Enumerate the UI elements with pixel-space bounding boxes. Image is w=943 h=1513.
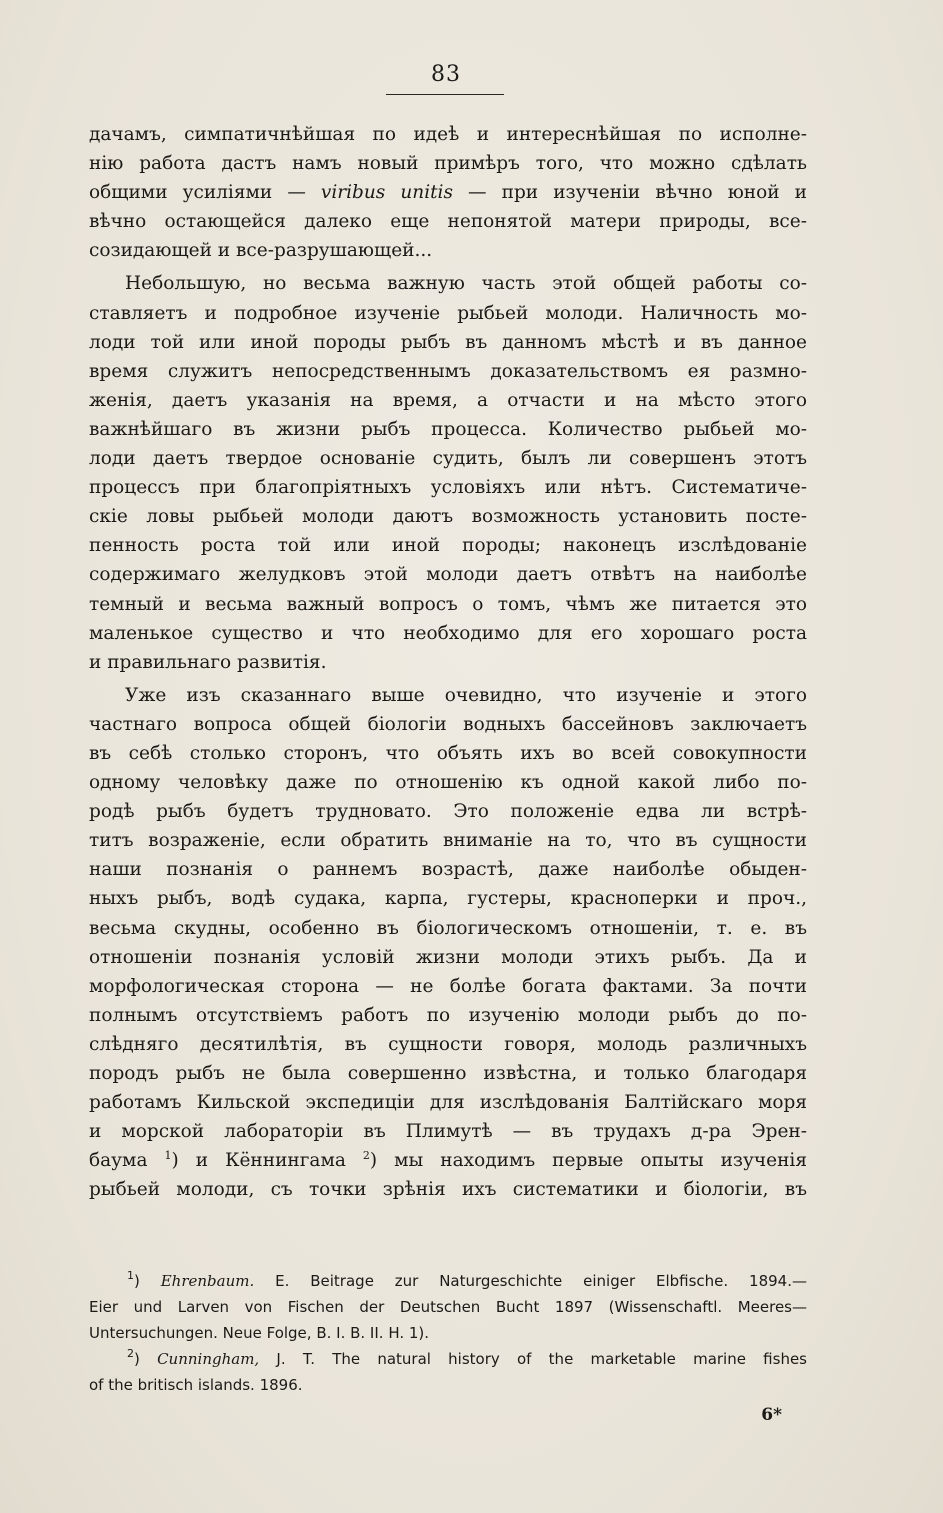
text-line: породъ рыбъ не была совершенно извѣстна, и только благодаря — [89, 1063, 807, 1084]
paragraph-2 — [89, 269, 807, 676]
footnote-ref-1: 1 — [164, 1149, 172, 1163]
text-line: женія, даетъ указанія на время, а отчасти и на мѣсто этого — [89, 389, 807, 411]
text-line: процессъ при благопріятныхъ условіяхъ или нѣтъ. Систематиче- — [89, 477, 807, 499]
text-line: созидающей и все-разрушающей... — [89, 240, 433, 262]
text-line: работамъ Кильской экспедиціи для изслѣдованія Балтійскаго моря — [89, 1092, 807, 1114]
text-line: полнымъ отсутствіемъ работъ по изученію молоди рыбъ до по- — [89, 1004, 807, 1026]
text-line: скіе ловы рыбьей молоди даютъ возможность установить посте- — [89, 506, 807, 528]
paragraph-3 — [89, 681, 807, 1205]
text-line: титъ возраженіе, если обратить вниманіе на то, что въ сущности — [89, 830, 807, 852]
footnote-author: Ehrenbaum. — [160, 1272, 255, 1290]
footnotes — [89, 1268, 807, 1398]
text-line: темный и весьма важный вопросъ о томъ, чѣмъ же питается это — [89, 593, 807, 615]
text-line: частнаго вопроса общей біологіи водныхъ бассейновъ заключаетъ — [89, 713, 807, 735]
footnote-ref-2: 2 — [362, 1149, 370, 1163]
text-line: баума $^1$) и Кённингама $^2$) мы находимъ первые опыты изученія — [89, 1149, 807, 1172]
text-line: пенность роста той или иной породы; наконецъ изслѣдованіе — [89, 535, 807, 557]
text-line: слѣдняго десятилѣтія, въ сущности говоря, молодь различныхъ — [89, 1033, 807, 1055]
text-line: лоди той или иной породы рыбъ въ данномъ мѣстѣ и въ данное — [89, 331, 807, 353]
text-line: ставляетъ и подробное изученіе рыбьей молоди. Наличность мо- — [89, 302, 807, 324]
text-line: одному человѣку даже по отношенію къ одной какой либо по- — [89, 772, 807, 794]
text-line: отношеніи познанія условій жизни молоди этихъ рыбъ. Да и — [89, 946, 807, 968]
footnote-line: $^1$) Ehrenbaum. E. Beitrage zur Naturgeschichte einiger Elbfische. 1894.— — [127, 1269, 807, 1290]
latin-phrase: viribus unitis — [320, 182, 453, 204]
footnote-line: of the britisch islands. 1896. — [89, 1376, 303, 1394]
footnote-author: Cunningham, — [157, 1350, 260, 1368]
paragraph-1 — [89, 120, 807, 265]
main-text — [89, 120, 807, 1204]
header-rule — [386, 94, 504, 95]
text-line: и правильнаго развитія. — [89, 651, 327, 673]
text-line: наши познанія о раннемъ возрастѣ, даже наиболѣе обыден- — [89, 859, 807, 881]
text-line: морфологическая сторона — не болѣе богата фактами. За почти — [89, 975, 807, 997]
text-line: весьма скудны, особенно въ біологическомъ отношеніи, т. е. въ — [89, 917, 807, 939]
footnote-marker: 1 — [127, 1269, 134, 1282]
text-line: ныхъ рыбъ, водѣ судака, карпа, густеры, красноперки и проч., — [89, 888, 807, 910]
text-line: родѣ рыбъ будетъ трудновато. Это положеніе едва ли встрѣ- — [89, 801, 807, 823]
footnote-line: Untersuchungen. Neue Folge, B. I. B. II. H. 1). — [89, 1324, 430, 1342]
text-line: нію работа дастъ намъ новый примѣръ того, что можно сдѣлать — [89, 153, 807, 175]
text-line: лоди даетъ твердое основаніе судить, былъ ли совершенъ этотъ — [89, 448, 807, 470]
text-line: Небольшую, но весьма важную часть этой общей работы со- — [125, 273, 807, 295]
text-line: дачамъ, симпатичнѣйшая по идеѣ и интереснѣйшая по исполне- — [89, 124, 807, 145]
text-line: время служитъ непосредственнымъ доказательствомъ ея размно- — [89, 360, 807, 382]
text-line: и морской лабораторіи въ Плимутѣ — въ трудахъ д-ра Эрен- — [89, 1121, 807, 1143]
page-number: 83 — [431, 62, 461, 87]
text-line: содержимаго желудковъ этой молоди даетъ отвѣтъ на наиболѣе — [89, 564, 807, 586]
footnote-line: $^2$) Cunningham, J. T. The natural history of the marketable marine fishes — [127, 1347, 807, 1368]
footnote-marker: 2 — [127, 1347, 134, 1360]
footnote-2 — [89, 1346, 807, 1398]
footnote-1 — [89, 1268, 807, 1346]
text-line: важнѣйшаго въ жизни рыбъ процесса. Количество рыбьей мо- — [89, 418, 807, 440]
text-line: Уже изъ сказаннаго выше очевидно, что изученіе и этого — [125, 684, 807, 706]
text-line: въ себѣ столько сторонъ, что объять ихъ во всей совокупности — [89, 742, 807, 764]
text-line: вѣчно остающейся далеко еще непонятой матери природы, все- — [89, 211, 807, 233]
text-line: маленькое существо и что необходимо для его хорошаго роста — [89, 622, 807, 644]
text-line: общими усиліями — viribus unitis — при изученіи вѣчно юной и — [89, 182, 807, 204]
text-line: рыбьей молоди, съ точки зрѣнія ихъ систематики и біологіи, въ — [89, 1179, 807, 1201]
printer-signature-mark: 6* — [761, 1405, 782, 1425]
footnote-line: Eier und Larven von Fischen der Deutschen Bucht 1897 (Wissenschaftl. Meeres— — [89, 1298, 807, 1316]
